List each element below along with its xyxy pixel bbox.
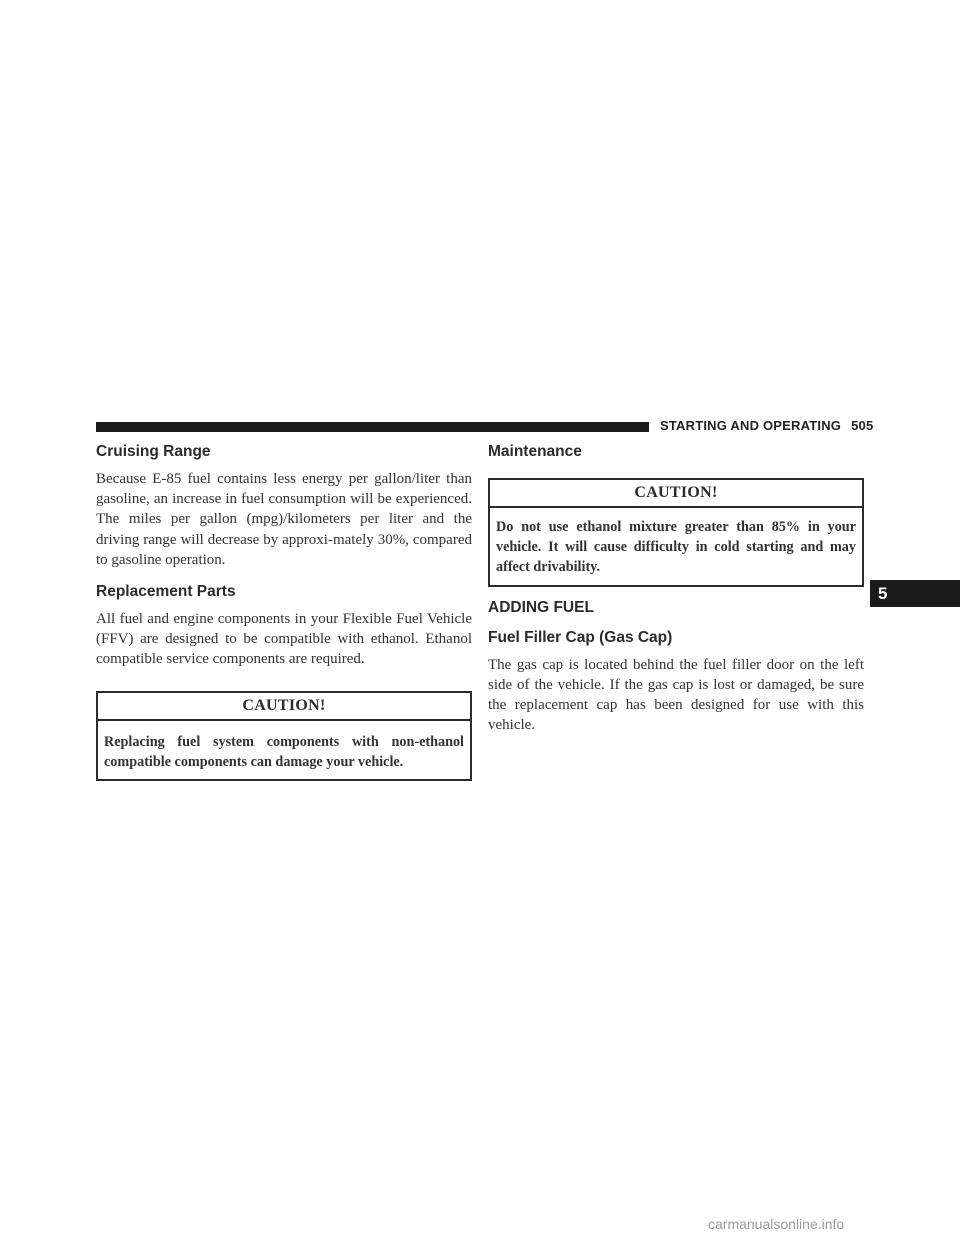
heading-adding-fuel: ADDING FUEL xyxy=(488,598,594,616)
caution-text: Replacing fuel system components with non-ethanol compatible components can damage your vehicle. xyxy=(104,733,464,770)
replacement-parts-text: All fuel and engine components in your Flexible Fuel Vehicle (FFV) are designed to be compatible with ethanol. Ethanol compatible service components are required. xyxy=(96,611,472,668)
caution-box-replacement xyxy=(96,691,472,781)
page-number: 505 xyxy=(851,418,874,433)
caution-title: CAUTION! xyxy=(98,693,470,721)
right-column xyxy=(488,438,864,735)
header-section-title: STARTING AND OPERATING xyxy=(660,418,842,433)
chapter-tab: 5 xyxy=(870,580,960,607)
running-header xyxy=(660,418,873,433)
caution-text: Do not use ethanol mixture greater than 85% in your vehicle. It will cause difficulty in cold starting and may affect drivability. xyxy=(496,519,856,576)
heading-fuel-filler-cap: Fuel Filler Cap (Gas Cap) xyxy=(488,628,673,646)
watermark-text: carmanualsonline.info xyxy=(708,1216,845,1232)
caution-box-ethanol xyxy=(488,478,864,587)
heading-maintenance: Maintenance xyxy=(488,443,582,460)
left-column xyxy=(96,438,472,781)
heading-cruising-range: Cruising Range xyxy=(96,443,211,460)
heading-replacement-parts: Replacement Parts xyxy=(96,583,236,601)
fuel-filler-cap-text: The gas cap is located behind the fuel filler door on the left side of the vehicle. If the gas cap is lost or damaged, be sure the replacement cap has been designed for use with this vehicle. xyxy=(488,656,864,734)
header-rule xyxy=(96,422,649,432)
cruising-range-text: Because E-85 fuel contains less energy per gallon/liter than gasoline, an increase in fuel consumption will be experienced. The miles per gallon (mpg)/kilometers per liter and the driving range will decrease by approxi-mately 30%, compared to gasoline operation. xyxy=(96,471,472,568)
caution-title: CAUTION! xyxy=(490,480,862,508)
